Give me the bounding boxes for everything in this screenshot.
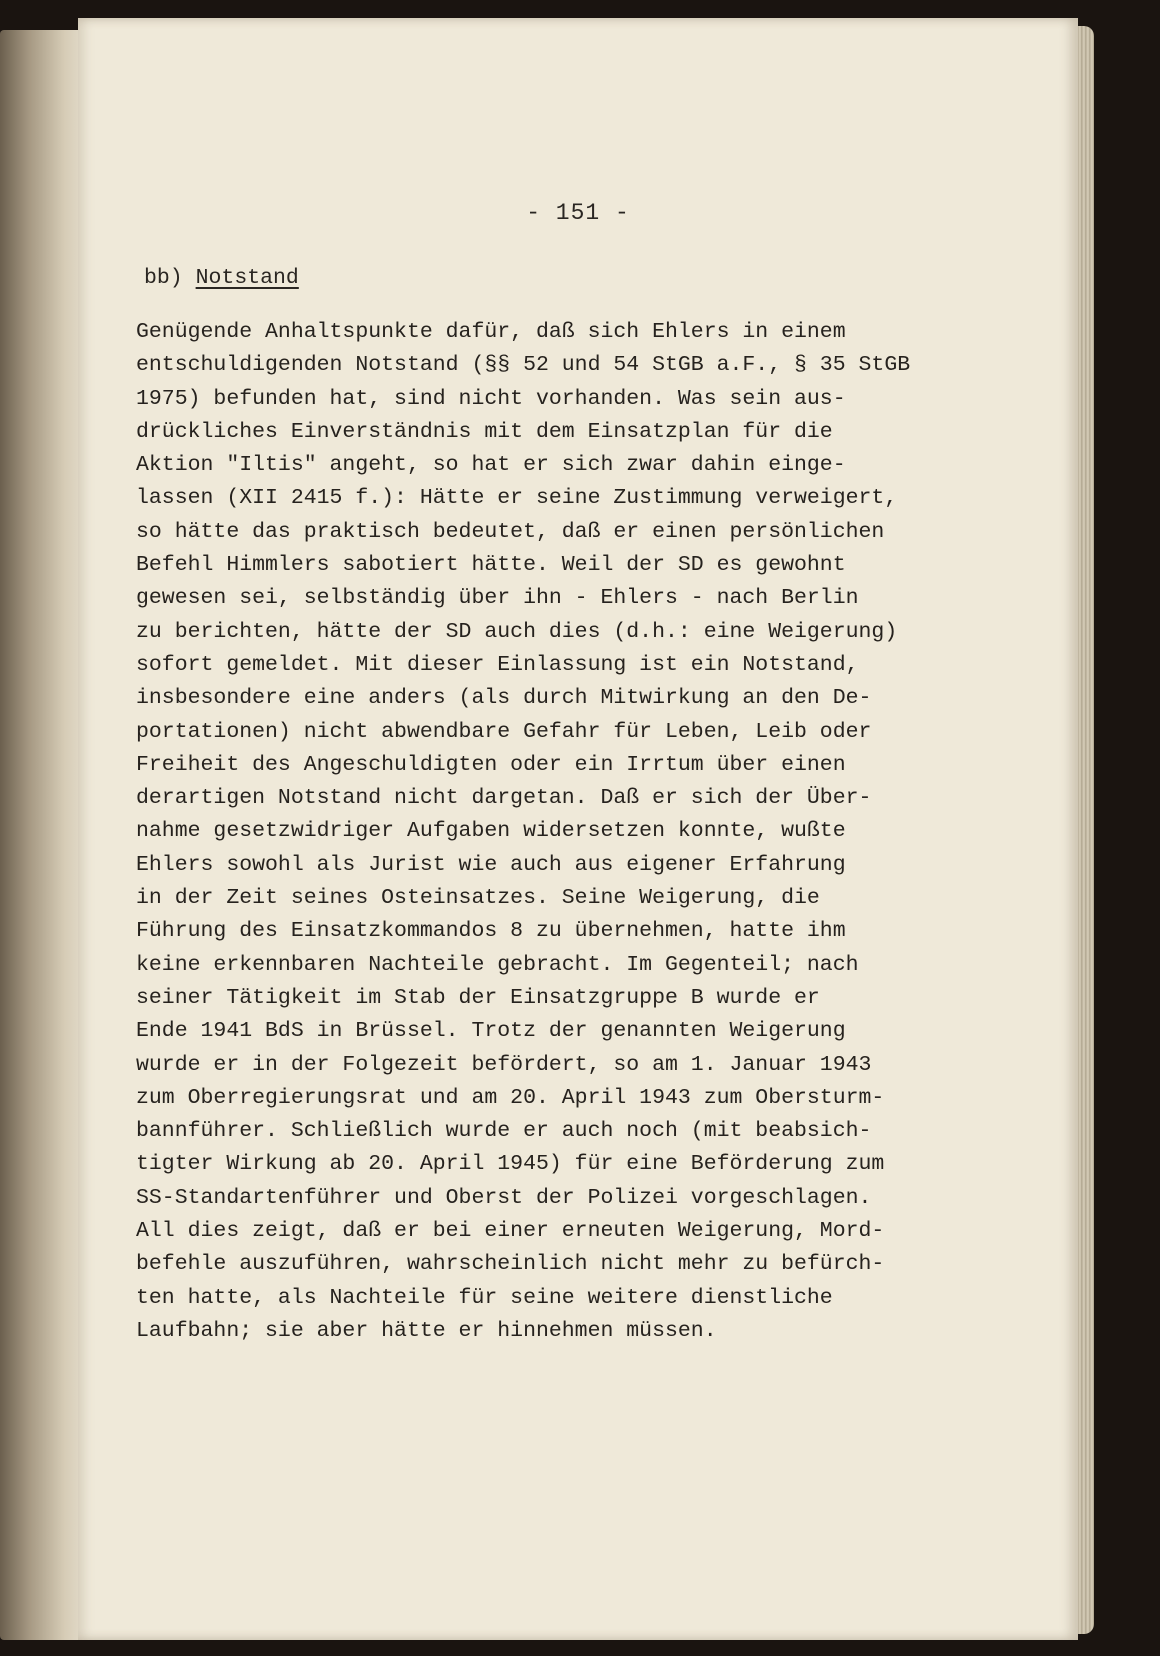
text-line: Führung des Einsatzkommandos 8 zu übernehmen, hatte ihm — [136, 919, 846, 944]
text-line: wurde er in der Folgezeit befördert, so am 1. Januar 1943 — [136, 1052, 872, 1077]
text-line: gewesen sei, selbständig über ihn - Ehlers - nach Berlin — [136, 586, 859, 611]
text-line: entschuldigenden Notstand (§§ 52 und 54 StGB a.F., § 35 StGB — [136, 353, 911, 378]
text-line: tigter Wirkung ab 20. April 1945) für eine Beförderung zum — [136, 1152, 885, 1177]
document-page — [78, 18, 1078, 1640]
text-line: derartigen Notstand nicht dargetan. Daß er sich der Über- — [136, 786, 872, 811]
text-line: SS-Standartenführer und Oberst der Polizei vorgeschlagen. — [136, 1185, 872, 1210]
text-line: sofort gemeldet. Mit dieser Einlassung ist ein Notstand, — [136, 652, 859, 677]
text-line: Ehlers sowohl als Jurist wie auch aus eigener Erfahrung — [136, 852, 846, 877]
text-line: Freiheit des Angeschuldigten oder ein Irrtum über einen — [136, 752, 846, 777]
body-text — [136, 316, 1056, 1348]
text-line: zu berichten, hätte der SD auch dies (d.h.: eine Weigerung) — [136, 619, 898, 644]
text-line: Aktion "Iltis" angeht, so hat er sich zwar dahin einge- — [136, 453, 846, 478]
text-line: Laufbahn; sie aber hätte er hinnehmen müssen. — [136, 1318, 717, 1343]
text-line: bannführer. Schließlich wurde er auch noch (mit beabsich- — [136, 1119, 872, 1144]
text-line: Befehl Himmlers sabotiert hätte. Weil der SD es gewohnt — [136, 553, 846, 578]
text-line: lassen (XII 2415 f.): Hätte er seine Zustimmung verweigert, — [136, 486, 898, 511]
text-line: nahme gesetzwidriger Aufgaben widersetzen konnte, wußte — [136, 819, 846, 844]
text-line: zum Oberregierungsrat und am 20. April 1943 zum Obersturm- — [136, 1085, 885, 1110]
book-spine — [0, 30, 86, 1640]
text-line: keine erkennbaren Nachteile gebracht. Im Gegenteil; nach — [136, 952, 859, 977]
text-line: ten hatte, als Nachteile für seine weitere dienstliche — [136, 1285, 833, 1310]
section-heading — [144, 266, 299, 290]
text-line: 1975) befunden hat, sind nicht vorhanden. Was sein aus- — [136, 386, 846, 411]
heading-prefix: bb) — [144, 266, 196, 290]
text-line: drückliches Einverständnis mit dem Einsatzplan für die — [136, 419, 833, 444]
text-line: Ende 1941 BdS in Brüssel. Trotz der genannten Weigerung — [136, 1019, 846, 1044]
text-line: seiner Tätigkeit im Stab der Einsatzgruppe B wurde er — [136, 985, 820, 1010]
text-line: befehle auszuführen, wahrscheinlich nicht mehr zu befürch- — [136, 1252, 885, 1277]
page-number: - 151 - — [526, 200, 630, 226]
text-line: in der Zeit seines Osteinsatzes. Seine Weigerung, die — [136, 886, 820, 911]
text-line: so hätte das praktisch bedeutet, daß er einen persönlichen — [136, 519, 885, 544]
text-line: insbesondere eine anders (als durch Mitwirkung an den De- — [136, 686, 872, 711]
text-line: Genügende Anhaltspunkte dafür, daß sich Ehlers in einem — [136, 320, 846, 344]
heading-title: Notstand — [195, 266, 299, 290]
text-line: All dies zeigt, daß er bei einer erneuten Weigerung, Mord- — [136, 1219, 885, 1244]
text-line: portationen) nicht abwendbare Gefahr für Leben, Leib oder — [136, 719, 872, 744]
